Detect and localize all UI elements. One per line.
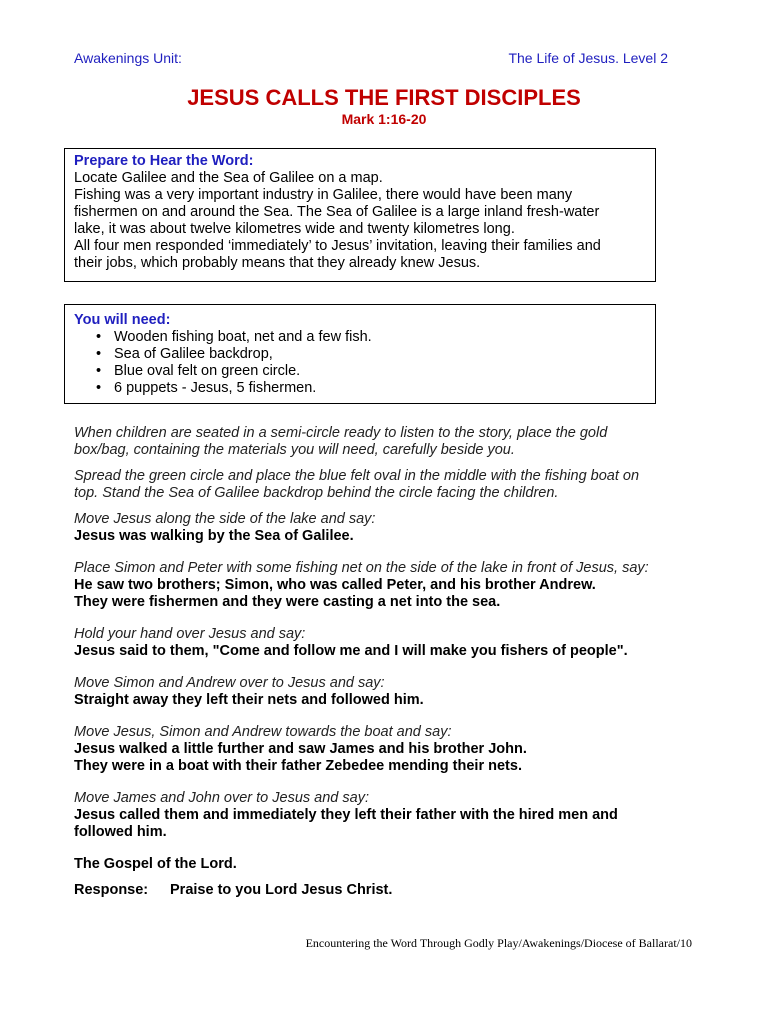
prepare-line: Fishing was a very important industry in Galilee, there would have been many (74, 187, 573, 203)
story-body (74, 425, 694, 899)
prepare-line: All four men responded ‘immediately’ to Jesus’ invitation, leaving their families and (74, 238, 601, 254)
prepare-heading: Prepare to Hear the Word: (74, 153, 254, 169)
materials-item: • 6 puppets - Jesus, 5 fishermen. (114, 380, 646, 397)
prepare-line: Locate Galilee and the Sea of Galilee on a map. (74, 170, 383, 186)
materials-heading: You will need: (74, 312, 171, 328)
response-label: Response: (74, 882, 149, 898)
story-speech: followed him. (74, 824, 167, 840)
instruction-text: Hold your hand over Jesus and say: (74, 626, 306, 642)
prepare-line: fishermen on and around the Sea. The Sea of Galilee is a large inland fresh-water (74, 204, 600, 220)
instruction-text: Move Jesus along the side of the lake and say: (74, 511, 376, 527)
story-speech: They were fishermen and they were casting a net into the sea. (74, 594, 501, 610)
prepare-line: lake, it was about twelve kilometres wide and twenty kilometres long. (74, 221, 515, 237)
instruction-text: Move James and John over to Jesus and say: (74, 790, 369, 806)
instruction-text: Spread the green circle and place the blue felt oval in the middle with the fishing boat on (74, 468, 640, 484)
unit-label: Awakenings Unit: (74, 50, 182, 66)
story-speech: Straight away they left their nets and followed him. (74, 692, 424, 708)
response-line (74, 882, 694, 899)
story-speech: They were in a boat with their father Zebedee mending their nets. (74, 758, 522, 774)
scripture-reference: Mark 1:16-20 (341, 111, 427, 127)
materials-item: • Blue oval felt on green circle. (114, 363, 646, 380)
story-speech: Jesus called them and immediately they left their father with the hired men and (74, 807, 618, 823)
instruction-text: box/bag, containing the materials you will need, carefully beside you. (74, 442, 515, 458)
page-footer: Encountering the Word Through Godly Play/Awakenings/Diocese of Ballarat/10 (305, 936, 692, 950)
instruction-text: Place Simon and Peter with some fishing net on the side of the lake in front of Jesus, say: (74, 560, 649, 576)
story-speech: Jesus said to them, "Come and follow me and I will make you fishers of people". (74, 643, 628, 659)
prepare-line: their jobs, which probably means that they already knew Jesus. (74, 255, 481, 271)
response-text: Praise to you Lord Jesus Christ. (170, 882, 393, 898)
instruction-text: Move Jesus, Simon and Andrew towards the boat and say: (74, 724, 452, 740)
page-title: JESUS CALLS THE FIRST DISCIPLES (187, 85, 581, 110)
story-speech: Jesus walked a little further and saw James and his brother John. (74, 741, 527, 757)
story-speech: Jesus was walking by the Sea of Galilee. (74, 528, 354, 544)
materials-item: • Sea of Galilee backdrop, (114, 346, 646, 363)
instruction-text: When children are seated in a semi-circle ready to listen to the story, place the gold (74, 425, 608, 441)
materials-box (64, 304, 656, 404)
instruction-text: top. Stand the Sea of Galilee backdrop behind the circle facing the children. (74, 485, 559, 501)
prepare-box (64, 148, 656, 282)
page-header (74, 50, 668, 66)
story-speech: He saw two brothers; Simon, who was called Peter, and his brother Andrew. (74, 577, 596, 593)
instruction-text: Move Simon and Andrew over to Jesus and say: (74, 675, 385, 691)
level-label: The Life of Jesus. Level 2 (508, 50, 668, 66)
materials-list (74, 329, 646, 397)
materials-item: • Wooden fishing boat, net and a few fish. (114, 329, 646, 346)
gospel-line: The Gospel of the Lord. (74, 856, 237, 872)
